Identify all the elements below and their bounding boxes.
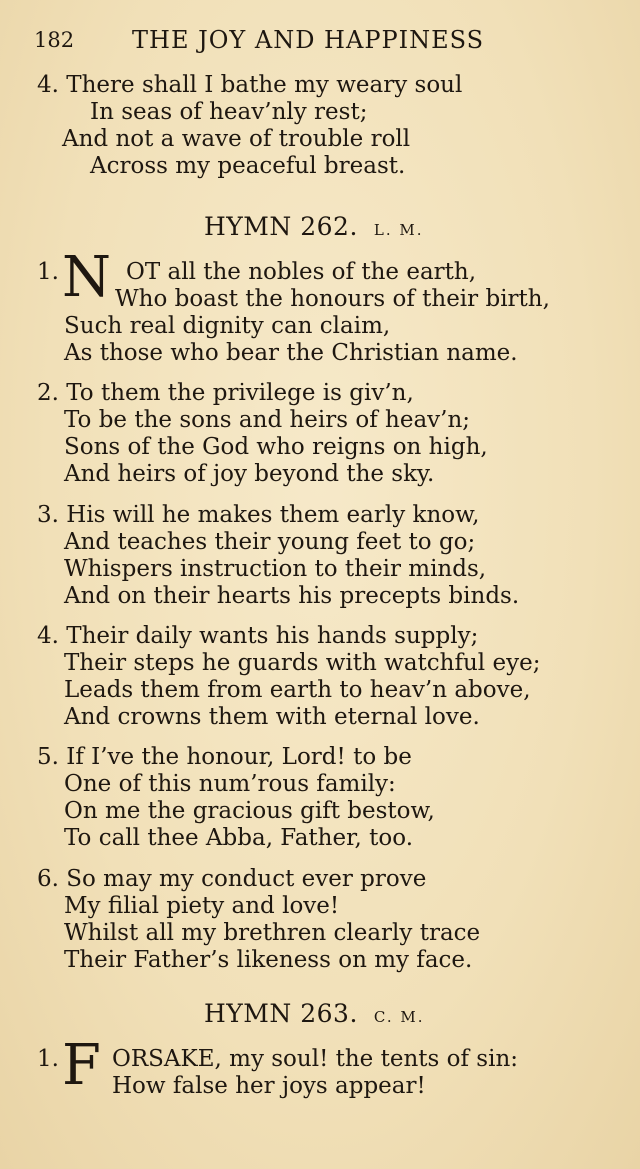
verse-line: Leads them from earth to heav’n above, xyxy=(64,677,531,703)
verse-line: Whispers instruction to their minds, xyxy=(64,556,487,582)
hymn-title xyxy=(204,999,425,1028)
drop-cap: N xyxy=(62,245,111,310)
verse-line: 3. His will he makes them early know, xyxy=(37,502,480,528)
page-header xyxy=(34,24,534,64)
verse-line: Their steps he guards with watchful eye; xyxy=(64,650,541,676)
verse-line: OT all the nobles of the earth, xyxy=(126,259,477,285)
verse-line: And crowns them with eternal love. xyxy=(64,704,480,730)
verse-line: 4. Their daily wants his hands supply; xyxy=(37,623,479,649)
verse-line: 6. So may my conduct ever prove xyxy=(37,866,427,892)
verse-line: 5. If I’ve the honour, Lord! to be xyxy=(37,744,412,770)
hymn-title xyxy=(204,212,424,241)
verse-line: My filial piety and love! xyxy=(64,893,340,919)
verse-number: 1. xyxy=(37,1046,59,1072)
verse-line: How false her joys appear! xyxy=(112,1073,426,1099)
verse-number: 1. xyxy=(37,259,59,285)
hymn-number: HYMN 262. xyxy=(204,212,358,241)
page-number: 182 xyxy=(34,28,75,52)
verse-line: ORSAKE, my soul! the tents of sin: xyxy=(112,1046,519,1072)
running-title: THE JOY AND HAPPINESS xyxy=(132,26,485,54)
hymn-number: HYMN 263. xyxy=(204,999,358,1028)
verse-line: Who boast the honours of their birth, xyxy=(115,286,550,312)
hymn-meter: C. M. xyxy=(373,1008,425,1026)
verse-line: Such real dignity can claim, xyxy=(64,313,391,339)
verse-line: And heirs of joy beyond the sky. xyxy=(64,461,435,487)
verse-line: 4. There shall I bathe my weary soul xyxy=(37,72,463,98)
hymn-meter: L. M. xyxy=(373,221,424,239)
verse-line: One of this num’rous family: xyxy=(64,771,396,797)
verse-line: On me the gracious gift bestow, xyxy=(64,798,435,824)
verse-line: In seas of heav’nly rest; xyxy=(90,99,368,125)
verse-line: Whilst all my brethren clearly trace xyxy=(64,920,481,946)
verse-line: As those who bear the Christian name. xyxy=(64,340,518,366)
drop-cap: F xyxy=(62,1033,101,1098)
verse-line: And teaches their young feet to go; xyxy=(64,529,476,555)
verse-line: And not a wave of trouble roll xyxy=(62,126,411,152)
verse-line: 2. To them the privilege is giv’n, xyxy=(37,380,414,406)
verse-line: And on their hearts his precepts binds. xyxy=(64,583,520,609)
verse-line: To be the sons and heirs of heav’n; xyxy=(64,407,471,433)
verse-line: To call thee Abba, Father, too. xyxy=(64,825,414,851)
verse-line: Their Father’s likeness on my face. xyxy=(64,947,473,973)
verse-line: Across my peaceful breast. xyxy=(90,153,406,179)
verse-line: Sons of the God who reigns on high, xyxy=(64,434,488,460)
